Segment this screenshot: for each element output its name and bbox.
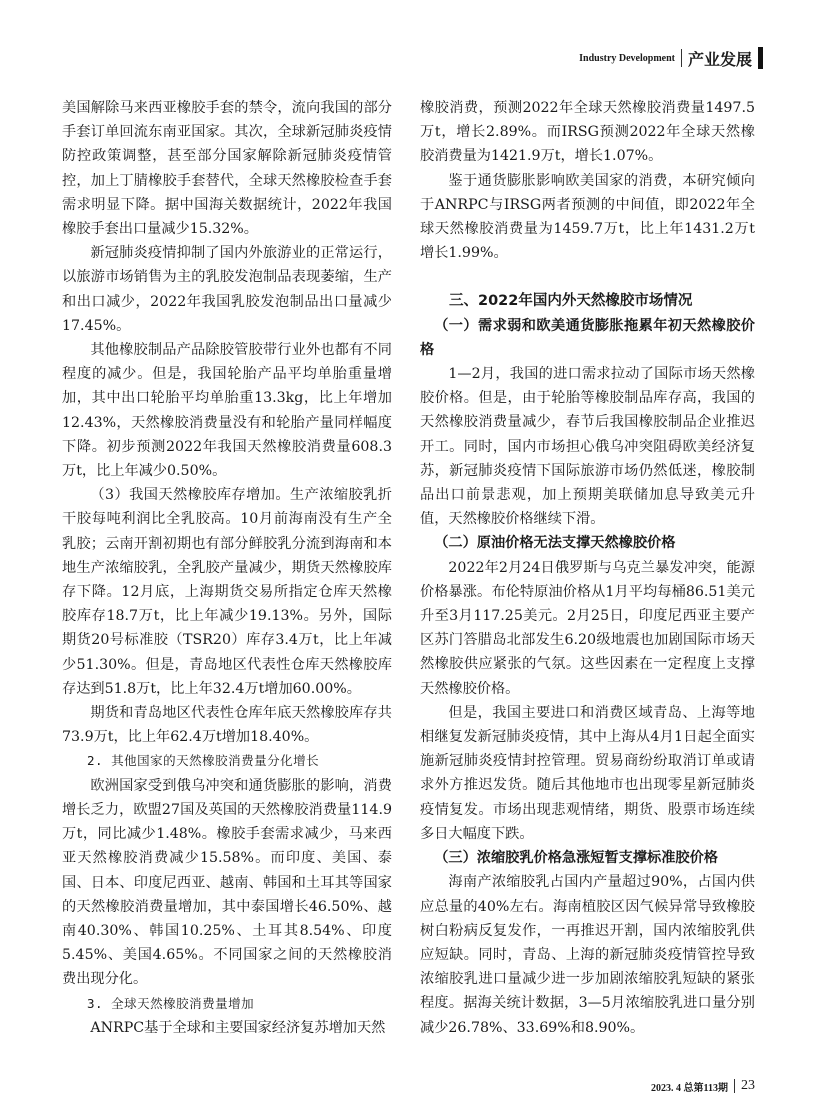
section-heading: 三、2022年国内外天然橡胶市场情况 — [449, 293, 693, 310]
page-footer — [651, 1078, 755, 1094]
paragraph: 2022年2月24日俄罗斯与乌克兰暴发冲突，能源价格暴涨。布伦特原油价格从1月平均每桶86.51美元升至3月117.25美元。2月25日，印度尼西亚主要产区苏门答腊岛北部发生6.20级地震也加剧国际市场天然橡胶供应紧张的气氛。这些因素在一定程度上支撑天然橡胶价格。 — [420, 559, 755, 697]
paragraph: 欧洲国家受到俄乌冲突和通货膨胀的影响，消费增长乏力，欧盟27国及英国的天然橡胶消费量114.9万t，同比减少1.48%。橡胶手套需求减少，马来西亚天然橡胶消费减少15.58%。而印度、美国、泰国、日本、印度尼西亚、越南、韩国和土耳其等国家的天然橡胶消费量增加，其中泰国增长46.50%、越南40.30%、韩国10.25%、土耳其8.54%、印度5.45%、美国4.65%。不同国家之间的天然橡胶消费出现分化。 — [62, 777, 392, 988]
subheading: （一）需求弱和欧美通货膨胀拖累年初天然橡胶价格 — [420, 317, 755, 358]
header-chinese: 产业发展 — [687, 49, 752, 69]
paragraph: 1—2月，我国的进口需求拉动了国际市场天然橡胶价格。但是，由于轮胎等橡胶制品库存高，我国的天然橡胶消费量减少，春节后我国橡胶制品企业推迟开工。同时，国内市场担心俄乌冲突阻碍欧美经济复苏，新冠肺炎疫情下国际旅游市场仍然低迷，橡胶制品出口前景悲观，加上预期美联储加息导致美元升值，天然橡胶价格继续下滑。 — [420, 366, 755, 528]
paragraph: 其他橡胶制品产品除胶管胶带行业外也都有不同程度的减少。但是，我国轮胎产品平均单胎重量增加，其中出口轮胎平均单胎重13.3kg，比上年增加12.43%，天然橡胶消费量没有和轮胎产量同样幅度下降。初步预测2022年我国天然橡胶消费量608.3万t，比上年减少0.50%。 — [62, 342, 392, 480]
subsection-heading: 3. 全球天然橡胶消费量增加 — [87, 995, 255, 1011]
left-column — [62, 96, 392, 1040]
paragraph-continued: 橡胶消费，预测2022年全球天然橡胶消费量1497.5万t，增长2.89%。而IRSG预测2022年全球天然橡胶消费量为1421.9万t，增长1.07%。 — [420, 100, 755, 165]
paragraph-continued: 美国解除马来西亚橡胶手套的禁令，流向我国的部分手套订单回流东南亚国家。其次，全球新冠肺炎疫情防控政策调整，甚至部分国家解除新冠肺炎疫情管控，加上丁腈橡胶手套替代，全球天然橡胶检查手套需求明显下降。据中国海关数据统计，2022年我国橡胶手套出口量减少15.32%。 — [62, 100, 392, 238]
header-bar — [758, 47, 763, 69]
paragraph: 新冠肺炎疫情抑制了国内外旅游业的正常运行，以旅游市场销售为主的乳胶发泡制品表现萎缩，生产和出口减少，2022年我国乳胶发泡制品出口量减少17.45%。 — [62, 245, 392, 334]
header-english: Industry Development — [579, 52, 675, 64]
subheading: （三）浓缩胶乳价格急涨短暂支撑标准胶价格 — [434, 850, 718, 867]
right-column — [420, 96, 755, 1040]
running-header — [579, 44, 763, 72]
paragraph: （3）我国天然橡胶库存增加。生产浓缩胶乳折干胶每吨利润比全乳胶高。10月前海南没有生产全乳胶；云南开割初期也有部分鲜胶乳分流到海南和本地生产浓缩胶乳，全乳胶产量减少，期货天然橡胶库存下降。12月底，上海期货交易所指定仓库天然橡胶库存18.7万t，比上年减少19.13%。另外，国际期货20号标准胶（TSR20）库存3.4万t，比上年减少51.30%。但是，青岛地区代表性仓库天然橡胶库存达到51.8万t，比上年32.4万t增加60.00%。 — [62, 487, 392, 697]
page-number: 23 — [741, 1078, 755, 1093]
paragraph: ANRPC基于全球和主要国家经济复苏增加天然 — [90, 1019, 386, 1036]
footer-divider — [734, 1079, 735, 1093]
header-divider — [681, 49, 682, 67]
paragraph: 但是，我国主要进口和消费区域青岛、上海等地相继复发新冠肺炎疫情，其中上海从4月1日起全面实施新冠肺炎疫情封控管理。贸易商纷纷取消订单或请求外方推迟发货。随后其他地市也出现零星新冠肺炎疫情复发。市场出现悲观情绪，期货、股票市场连续多日大幅度下跌。 — [420, 704, 755, 842]
issue-label: 2023. 4 总第113期 — [651, 1082, 728, 1094]
paragraph: 鉴于通货膨胀影响欧美国家的消费，本研究倾向于ANRPC与IRSG两者预测的中间值，即2022年全球天然橡胶消费量为1459.7万t，比上年1431.2万t增长1.99%。 — [420, 172, 755, 262]
paragraph: 海南产浓缩胶乳占国内产量超过90%，占国内供应总量的40%左右。海南植胶区因气候异常导致橡胶树白粉病反复发作，一再推迟开割，国内浓缩胶乳供应短缺。同时，青岛、上海的新冠肺炎疫情管控导致浓缩胶乳进口量减少进一步加剧浓缩胶乳短缺的紧张程度。据海关统计数据，3—5月浓缩胶乳进口量分别减少26.78%、33.69%和8.90%。 — [420, 874, 755, 1036]
subsection-heading: 2. 其他国家的天然橡胶消费量分化增长 — [87, 753, 320, 769]
paragraph: 期货和青岛地区代表性仓库年底天然橡胶库存共73.9万t，比上年62.4万t增加18.40%。 — [62, 705, 392, 746]
subheading: （二）原油价格无法支撑天然橡胶价格 — [434, 535, 676, 552]
